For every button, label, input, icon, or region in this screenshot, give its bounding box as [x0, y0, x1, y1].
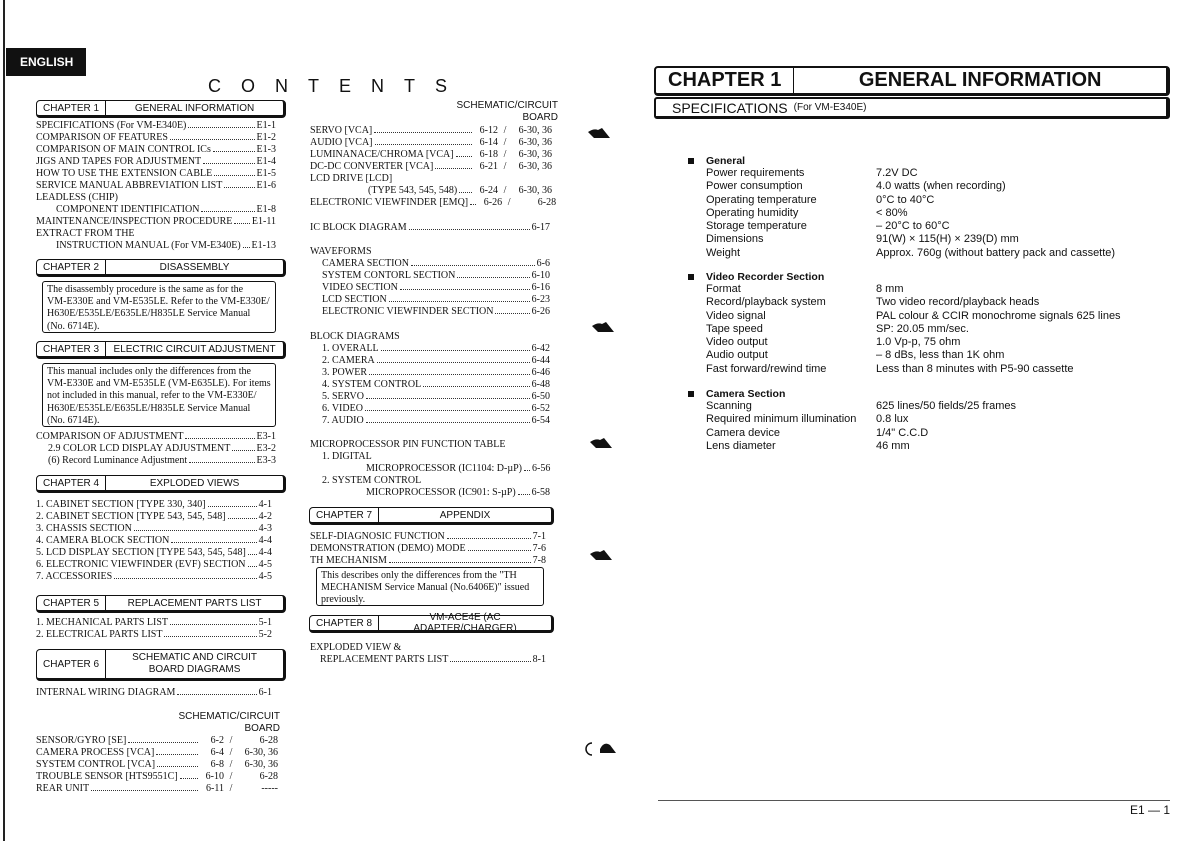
toc-entry: AUDIO [VCA] 6-14 / 6-30, 36	[310, 137, 552, 148]
toc-entry: 1. MECHANICAL PARTS LIST 5-1	[36, 617, 272, 628]
note-line: not included in this manual, refer to the VM-E330E/	[47, 390, 257, 402]
toc-entry: INTERNAL WIRING DIAGRAM 6-1	[36, 687, 272, 698]
toc-entry: REPLACEMENT PARTS LIST 8-1	[320, 654, 546, 665]
chapter-2-box	[36, 259, 286, 277]
chapter-3-entries	[36, 431, 276, 467]
note-line: This manual includes only the differences from the	[47, 366, 251, 377]
chapter-3-number: CHAPTER 3	[37, 342, 106, 356]
spec-row: Record/playback system Two video record/playback heads	[706, 296, 1040, 309]
specifications-subtitle: (For VM-E340E)	[793, 102, 867, 113]
chapter-8-number: CHAPTER 8	[310, 616, 379, 630]
toc-entry: 1. CABINET SECTION [TYPE 330, 340] 4-1	[36, 499, 272, 510]
toc-entry: 2. CABINET SECTION [TYPE 543, 545, 548] 4-2	[36, 511, 272, 522]
toc-subhead: 1. DIGITAL	[322, 451, 372, 462]
toc-entry: MAINTENANCE/INSPECTION PROCEDURE E1-11	[36, 216, 276, 227]
specifications-banner	[654, 97, 1170, 119]
note-line: VM-E330E and VM-E535LE. Refer to the VM-E330E/	[47, 296, 270, 308]
toc-entry: 2.9 COLOR LCD DISPLAY ADJUSTMENT E3-2	[48, 443, 276, 454]
toc-entry: INSTRUCTION MANUAL (For VM-E340E) E1-13	[56, 240, 276, 251]
chapter-2-number: CHAPTER 2	[37, 260, 106, 274]
toc-entry: SYSTEM CONTROL [VCA] 6-8 / 6-30, 36	[36, 759, 278, 770]
toc-entry: REAR UNIT 6-11 / -----	[36, 783, 278, 794]
spec-row: Power consumption 4.0 watts (when recording)	[706, 180, 1006, 193]
spec-row: Fast forward/rewind time Less than 8 minutes with P5-90 cassette	[706, 362, 1074, 375]
toc-subhead: EXPLODED VIEW &	[310, 642, 402, 653]
chapter-banner-title: GENERAL INFORMATION	[858, 69, 1102, 91]
toc-entry: (6) Record Luminance Adjustment E3-3	[48, 455, 276, 466]
ic-block-entry	[310, 222, 550, 234]
section-title: Video Recorder Section	[706, 271, 825, 283]
toc-entry: CAMERA SECTION 6-6	[322, 258, 550, 269]
spec-row: Dimensions 91(W) × 115(H) × 239(D) mm	[706, 233, 1019, 246]
chapter-6-title-line: SCHEMATIC AND CIRCUIT	[132, 652, 257, 663]
spec-row: Camera device 1/4" C.C.D	[706, 426, 929, 439]
note-line: VM-E330E and VM-E535LE (VM-E635LE). For items	[47, 378, 271, 390]
chapter-4-title: EXPLODED VIEWS	[149, 477, 240, 489]
toc-entry: LUMINANACE/CHROMA [VCA] 6-18 / 6-30, 36	[310, 149, 552, 160]
block-diagrams-section	[310, 331, 550, 427]
spec-row: Weight Approx. 760g (without battery pack and cassette)	[706, 246, 1116, 259]
toc-entry: 6. ELECTRONIC VIEWFINDER (EVF) SECTION 4-5	[36, 559, 272, 570]
chapter-4-entries	[36, 499, 272, 583]
spec-row: Audio output – 8 dBs, less than 1K ohm	[706, 349, 1005, 362]
chapter-6-entries	[36, 735, 278, 795]
gutter-mark	[586, 124, 616, 144]
binding-edge-line	[3, 0, 5, 841]
chapter-3-note	[42, 363, 276, 427]
chapter-5-box	[36, 595, 286, 613]
section-heading	[688, 271, 1168, 283]
header-line: BOARD	[244, 723, 280, 734]
toc-entry: SERVO [VCA] 6-12 / 6-30, 36	[310, 125, 552, 136]
toc-entry: MICROPROCESSOR (IC901: S-µP) 6-58	[366, 487, 550, 498]
chapter-1-box	[36, 100, 286, 118]
toc-subhead: LEADLESS (CHIP)	[36, 192, 118, 203]
gutter-mark	[582, 737, 622, 761]
toc-entry: (TYPE 543, 545, 548) 6-24 / 6-30, 36	[368, 185, 552, 196]
gutter-mark	[590, 318, 620, 338]
chapter-3-title: ELECTRIC CIRCUIT ADJUSTMENT	[113, 343, 276, 355]
microprocessor-heading: MICROPROCESSOR PIN FUNCTION TABLE	[310, 439, 506, 450]
toc-entry: 1. OVERALL 6-42	[322, 343, 550, 354]
toc-entry: 4. SYSTEM CONTROL 6-48	[322, 379, 550, 390]
general-section	[688, 155, 1168, 260]
chapter-2-title: DISASSEMBLY	[159, 261, 230, 273]
spec-row: Format 8 mm	[706, 283, 904, 295]
chapter-6-column-header	[150, 711, 280, 735]
note-line: The disassembly procedure is the same as for the	[47, 284, 244, 295]
chapter-1-entries	[36, 120, 276, 252]
chapter-7-number: CHAPTER 7	[310, 508, 379, 522]
toc-subhead: LCD DRIVE [LCD]	[310, 173, 393, 184]
microprocessor-section	[310, 439, 550, 499]
section-title: General	[706, 155, 746, 167]
spec-row: Video signal PAL colour & CCIR monochrome signals 625 lines	[706, 309, 1121, 322]
toc-entry: 4. CAMERA BLOCK SECTION 4-4	[36, 535, 272, 546]
toc-entry: CAMERA PROCESS [VCA] 6-4 / 6-30, 36	[36, 747, 278, 758]
toc-entry: 2. CAMERA 6-44	[322, 355, 550, 366]
bullet-icon	[688, 274, 694, 280]
toc-entry: SYSTEM CONTORL SECTION 6-10	[322, 270, 550, 281]
section-heading	[688, 155, 1168, 167]
bullet-icon	[688, 158, 694, 164]
chapter-4-box	[36, 475, 286, 493]
note-line: This describes only the differences from the "TH	[321, 570, 517, 581]
chapter-5-entries	[36, 617, 272, 641]
chapter-7-box	[309, 507, 554, 525]
toc-entry: COMPARISON OF FEATURES E1-2	[36, 132, 276, 143]
toc-subhead: EXTRACT FROM THE	[36, 228, 135, 239]
toc-entry: DC-DC CONVERTER [VCA] 6-21 / 6-30, 36	[310, 161, 552, 172]
chapter-6-title-line: BOARD DIAGRAMS	[148, 664, 241, 675]
toc-entry: SERVICE MANUAL ABBREVIATION LIST E1-6	[36, 180, 276, 191]
note-line: previously.	[321, 594, 366, 606]
toc-entry: SPECIFICATIONS (For VM-E340E) E1-1	[36, 120, 276, 131]
header-line: SCHEMATIC/CIRCUIT	[456, 100, 558, 111]
section-title: Camera Section	[706, 388, 786, 400]
gutter-mark	[588, 434, 618, 454]
toc-entry: IC BLOCK DIAGRAM 6-17	[310, 222, 550, 233]
language-tab: ENGLISH	[6, 48, 86, 76]
gutter-mark	[588, 546, 618, 566]
block-diagrams-heading: BLOCK DIAGRAMS	[310, 331, 400, 342]
spec-row: Required minimum illumination 0.8 lux	[706, 413, 909, 426]
chapter-8-title: VM-ACE4E (AC ADAPTER/CHARGER)	[413, 612, 517, 634]
chapter-1-title: GENERAL INFORMATION	[134, 102, 255, 114]
spec-row: Power requirements 7.2V DC	[706, 167, 918, 179]
spec-row: Scanning 625 lines/50 fields/25 frames	[706, 400, 1017, 412]
chapter-6-title	[106, 652, 283, 676]
note-line: MECHANISM Service Manual (No.6406E)" issued	[321, 582, 530, 594]
toc-entry: DEMONSTRATION (DEMO) MODE 7-6	[310, 543, 546, 554]
column-2-header	[420, 100, 558, 124]
toc-entry: VIDEO SECTION 6-16	[322, 282, 550, 293]
toc-entry: SELF-DIAGNOSIC FUNCTION 7-1	[310, 531, 546, 542]
spec-row: Operating humidity < 80%	[706, 206, 908, 219]
camera-section	[688, 388, 1168, 453]
note-line: (No. 6714E).	[47, 320, 100, 332]
note-line: (No. 6714E).	[47, 414, 100, 426]
toc-entry: SENSOR/GYRO [SE] 6-2 / 6-28	[36, 735, 278, 746]
chapter-2-note	[42, 281, 276, 333]
toc-entry: 6. VIDEO 6-52	[322, 403, 550, 414]
toc-entry: ELECTRONIC VIEWFINDER [EMQ] 6-26 / 6-28	[310, 197, 557, 208]
video-recorder-section	[688, 271, 1168, 376]
toc-entry: 7. AUDIO 6-54	[322, 415, 550, 426]
toc-entry: MICROPROCESSOR (IC1104: D-µP) 6-56	[366, 463, 551, 474]
chapter-3-box	[36, 341, 286, 359]
toc-entry: 7. ACCESSORIES 4-5	[36, 571, 272, 582]
toc-entry: 5. SERVO 6-50	[322, 391, 550, 402]
column-2-schematic-entries	[310, 125, 557, 209]
toc-entry: JIGS AND TAPES FOR ADJUSTMENT E1-4	[36, 156, 276, 167]
chapter-5-title: REPLACEMENT PARTS LIST	[127, 597, 262, 609]
toc-entry: 2. ELECTRICAL PARTS LIST 5-2	[36, 629, 272, 640]
page-number: E1 — 1	[1130, 803, 1171, 817]
spec-row: Operating temperature 0°C to 40°C	[706, 193, 935, 206]
spec-row: Tape speed SP: 20.05 mm/sec.	[706, 322, 969, 335]
toc-entry: LCD SECTION 6-23	[322, 294, 550, 305]
toc-entry: COMPARISON OF ADJUSTMENT E3-1	[36, 431, 276, 442]
chapter-8-box	[309, 612, 554, 634]
header-line: BOARD	[522, 112, 558, 123]
chapter-8-entries	[310, 642, 546, 666]
toc-entry: 3. CHASSIS SECTION 4-3	[36, 523, 272, 534]
waveforms-heading: WAVEFORMS	[310, 246, 372, 257]
chapter-6-internal	[36, 687, 272, 699]
chapter-4-number: CHAPTER 4	[37, 476, 106, 490]
bullet-icon	[688, 391, 694, 397]
header-line: SCHEMATIC/CIRCUIT	[178, 711, 280, 722]
section-heading	[688, 388, 1168, 400]
chapter-6-box	[36, 649, 286, 681]
toc-subhead: 2. SYSTEM CONTROL	[322, 475, 422, 486]
toc-entry: HOW TO USE THE EXTENSION CABLE E1-5	[36, 168, 276, 179]
chapter-7-entries	[310, 531, 546, 567]
footer-rule	[658, 800, 1170, 801]
spec-row: Storage temperature – 20°C to 60°C	[706, 220, 950, 233]
contents-title: CONTENTS	[208, 76, 467, 96]
waveforms-section	[310, 246, 550, 318]
chapter-7-title: APPENDIX	[439, 509, 491, 521]
toc-entry: TH MECHANISM 7-8	[310, 555, 546, 566]
chapter-1-banner	[654, 66, 1170, 96]
toc-entry: 3. POWER 6-46	[322, 367, 550, 378]
chapter-5-number: CHAPTER 5	[37, 596, 106, 610]
spec-row: Lens diameter 46 mm	[706, 439, 910, 452]
toc-entry: ELECTRONIC VIEWFINDER SECTION 6-26	[322, 306, 550, 317]
chapter-6-number: CHAPTER 6	[37, 650, 106, 678]
toc-entry: TROUBLE SENSOR [HTS9551C] 6-10 / 6-28	[36, 771, 278, 782]
toc-entry: COMPONENT IDENTIFICATION E1-8	[56, 204, 276, 215]
specifications-title: SPECIFICATIONS	[672, 99, 788, 116]
note-line: H630E/E535LE/E635LE/H835LE Service Manual	[47, 402, 251, 414]
toc-entry: 5. LCD DISPLAY SECTION [TYPE 543, 545, 548] 4-4	[36, 547, 272, 558]
chapter-7-note	[316, 567, 544, 606]
toc-entry: COMPARISON OF MAIN CONTROL ICs E1-3	[36, 144, 276, 155]
spec-row: Video output 1.0 Vp-p, 75 ohm	[706, 336, 961, 349]
chapter-banner-number: CHAPTER 1	[656, 68, 794, 93]
chapter-1-number: CHAPTER 1	[37, 101, 106, 115]
note-line: H630E/E535LE/E635LE/H835LE Service Manual	[47, 308, 251, 320]
